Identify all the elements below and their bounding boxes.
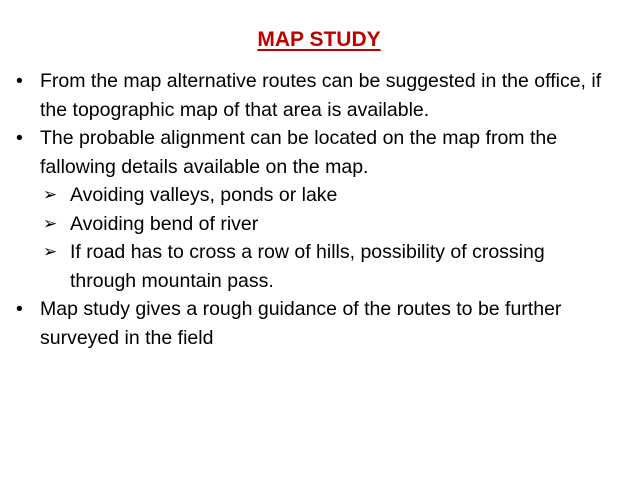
arrow-icon: ➢	[43, 213, 58, 233]
sub-bullet-point	[14, 181, 614, 210]
arrow-icon: ➢	[43, 185, 58, 204]
arrow-icon: ➢	[43, 242, 58, 261]
sub-bullet-text: If road has to cross a row of hills, possibility of crossing through mountain pass.	[70, 241, 545, 292]
bullet-text: Map study gives a rough guidance of the routes to be further surveyed in the field	[40, 298, 562, 349]
bullet-marker: •	[16, 70, 23, 92]
bullet-point	[14, 67, 614, 124]
bullet-text: The probable alignment can be located on the map from the fallowing details available on the map.	[40, 127, 558, 178]
slide-body	[14, 67, 614, 352]
sub-bullet-text: Avoiding valleys, ponds or lake	[70, 184, 338, 206]
sub-bullet-point	[14, 238, 614, 295]
bullet-text: From the map alternative routes can be suggested in the office, if the topographic map of that area is available.	[40, 70, 602, 121]
sub-bullet-text: Avoiding bend of river	[70, 212, 259, 235]
sub-bullet-point	[14, 210, 614, 239]
bullet-point	[14, 295, 614, 352]
slide-title: MAP STUDY	[257, 28, 381, 51]
bullet-marker: •	[16, 127, 23, 149]
bullet-point	[14, 124, 614, 181]
bullet-marker: •	[16, 298, 23, 320]
